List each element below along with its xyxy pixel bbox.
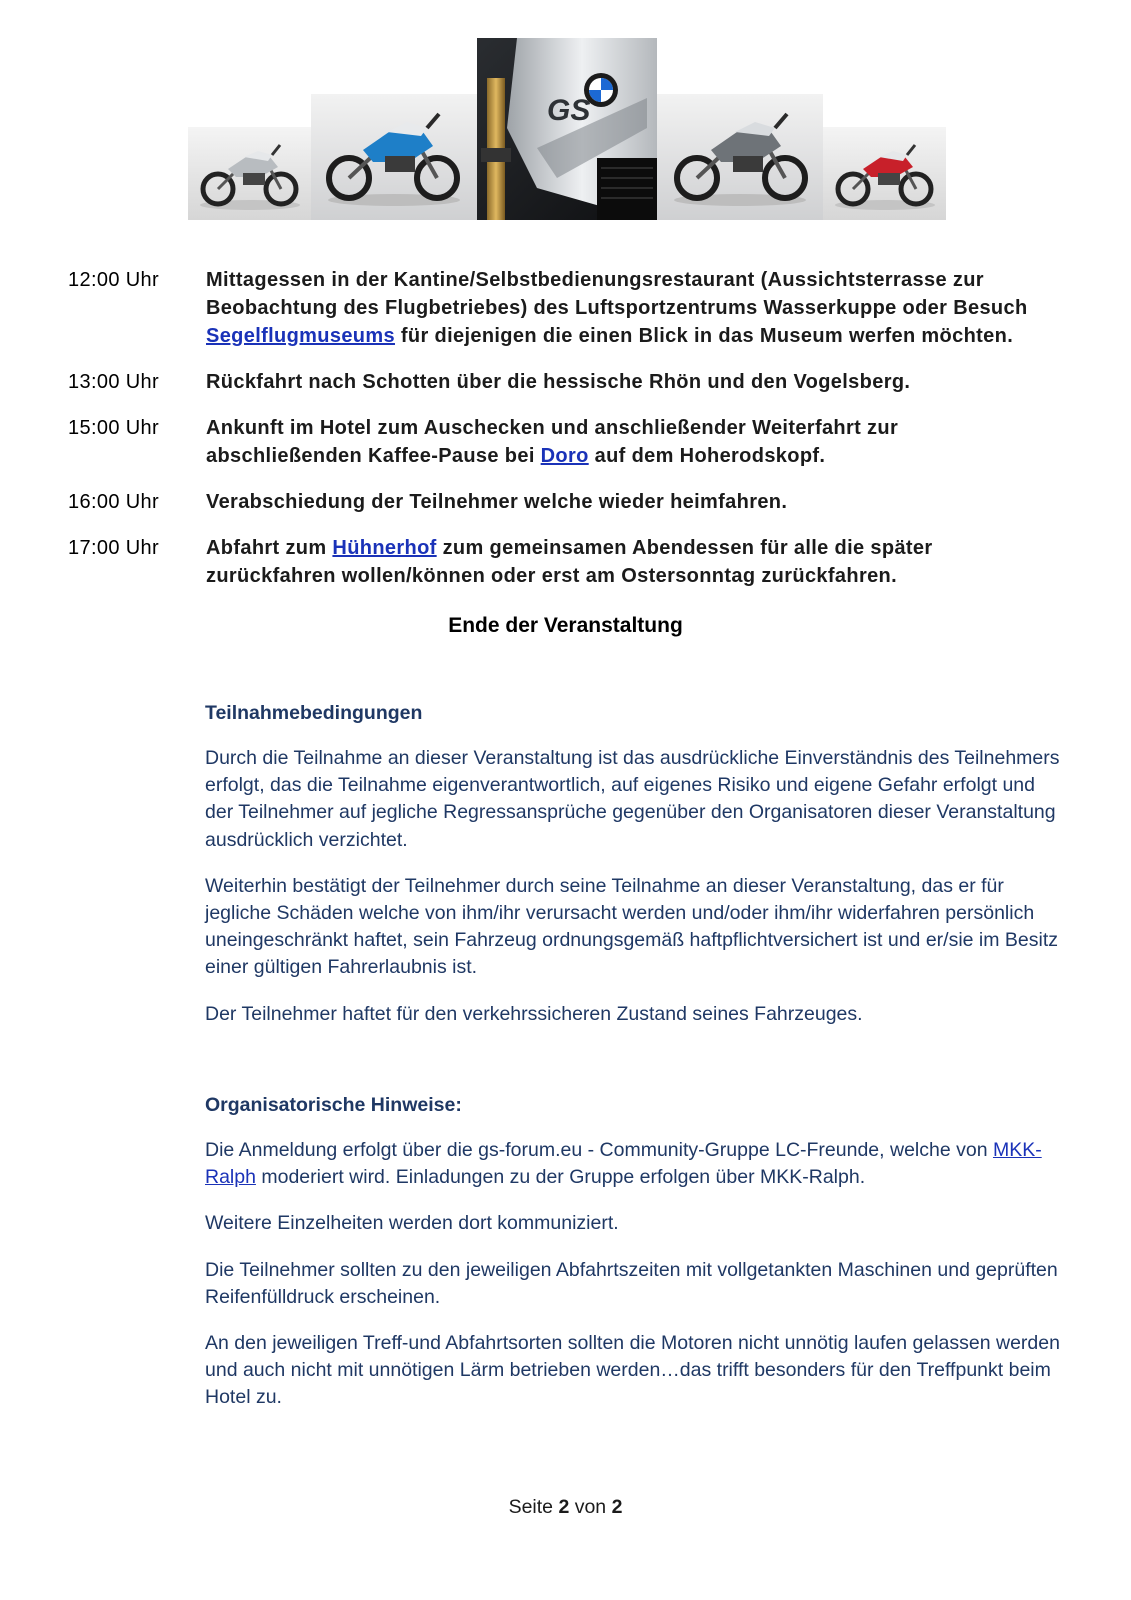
schedule-time: 12:00 Uhr [68,269,159,291]
gs-tank-closeup-photo [477,38,657,220]
paragraph: Weitere Einzelheiten werden dort kommuniziert. [205,1212,619,1235]
schedule [68,266,1068,608]
schedule-description: Abfahrt zum Hühnerhof zum gemeinsamen Abendessen für alle die später zurückfahren wollen/können oder erst am Ostersonntag zurückfahren. [206,537,933,587]
schedule-description: Mittagessen in der Kantine/Selbstbedienungsrestaurant (Aussichtsterrasse zur Beobachtung des Flugbetriebes) des Luftsportzentrums Wasserkuppe oder Besuch Segelflugmuseums für diejenigen die einen Blick in das Museum werfen möchten. [206,269,1028,347]
link-doro[interactable]: Doro [540,445,589,467]
schedule-description: Rückfahrt nach Schotten über die hessische Rhön und den Vogelsberg. [206,371,911,393]
current-page: 2 [558,1496,570,1518]
page-number-footer: Seite 2 von 2 [508,1496,623,1518]
total-pages: 2 [611,1496,623,1518]
end-of-event-title: Ende der Veranstaltung [448,614,683,637]
paragraph: Die Teilnehmer sollten zu den jeweiligen Abfahrtszeiten mit vollgetankten Maschinen und geprüften Reifenfülldruck erscheinen. [205,1258,1058,1308]
paragraph: Weiterhin bestätigt der Teilnehmer durch seine Teilnahme an dieser Veranstaltung, das er für jegliche Schäden welche von ihm/ihr verursacht werden und/oder ihm/ihr widerfahren persönlich uneingeschränkt haftet, sein Fahrzeug ordnungsgemäß haftpflichtversichert ist und er/sie im Besitz einer gültigen Fahrerlaubnis ist. [205,874,1059,979]
paragraph: Die Anmeldung erfolgt über die gs-forum.eu - Community-Gruppe LC-Freunde, welche von MKK-Ralph moderiert wird. Einladungen zu der Gruppe erfolgen über MKK-Ralph. [205,1139,1042,1189]
schedule-time: 13:00 Uhr [68,371,159,393]
schedule-row [68,534,1068,590]
link-mkk-ralph[interactable]: MKK-Ralph [205,1139,1042,1189]
motorcycle-photo-dark [657,94,823,220]
motorcycle-photo-red [823,127,946,220]
paragraph: Durch die Teilnahme an dieser Veranstaltung ist das ausdrückliche Einverständnis des Teilnehmers erfolgt, das die Teilnahme eigenverantwortlich, auf eigenes Risiko und eigene Gefahr erfolgt und der Teilnehmer auf jegliche Regressansprüche gegenüber den Organisatoren dieser Veranstaltung ausdrücklich verzichtet. [205,747,1060,851]
schedule-description: Verabschiedung der Teilnehmer welche wieder heimfahren. [206,491,788,513]
section-heading: Organisatorische Hinweise: [205,1094,462,1116]
gs-lettering: GS [547,94,591,127]
motorcycle-photo-silver [188,127,311,220]
schedule-time: 15:00 Uhr [68,417,159,439]
schedule-row [68,414,1068,470]
section-heading: Teilnahmebedingungen [205,702,423,724]
schedule-time: 16:00 Uhr [68,491,159,513]
link-segelflugmuseum[interactable]: Segelflugmuseums [206,325,395,347]
schedule-row [68,488,1068,516]
paragraph: Der Teilnehmer haftet für den verkehrssicheren Zustand seines Fahrzeuges. [205,1002,863,1025]
participation-conditions-section [205,700,1065,1047]
schedule-time: 17:00 Uhr [68,537,159,559]
motorcycle-photo-blue [311,94,477,220]
header-banner [0,0,1131,225]
link-huehnerhof[interactable]: Hühnerhof [332,537,437,559]
schedule-description: Ankunft im Hotel zum Auschecken und anschließender Weiterfahrt zur abschließenden Kaffee-Pause bei Doro auf dem Hoherodskopf. [206,417,899,467]
organisational-notes-section [205,1092,1065,1431]
schedule-row [68,368,1068,396]
schedule-row [68,266,1068,350]
paragraph: An den jeweiligen Treff-und Abfahrtsorten sollten die Motoren nicht unnötig laufen gelassen werden und auch nicht mit unnötigen Lärm betrieben werden…das trifft besonders für den Treffpunkt beim Hotel zu. [205,1332,1060,1409]
